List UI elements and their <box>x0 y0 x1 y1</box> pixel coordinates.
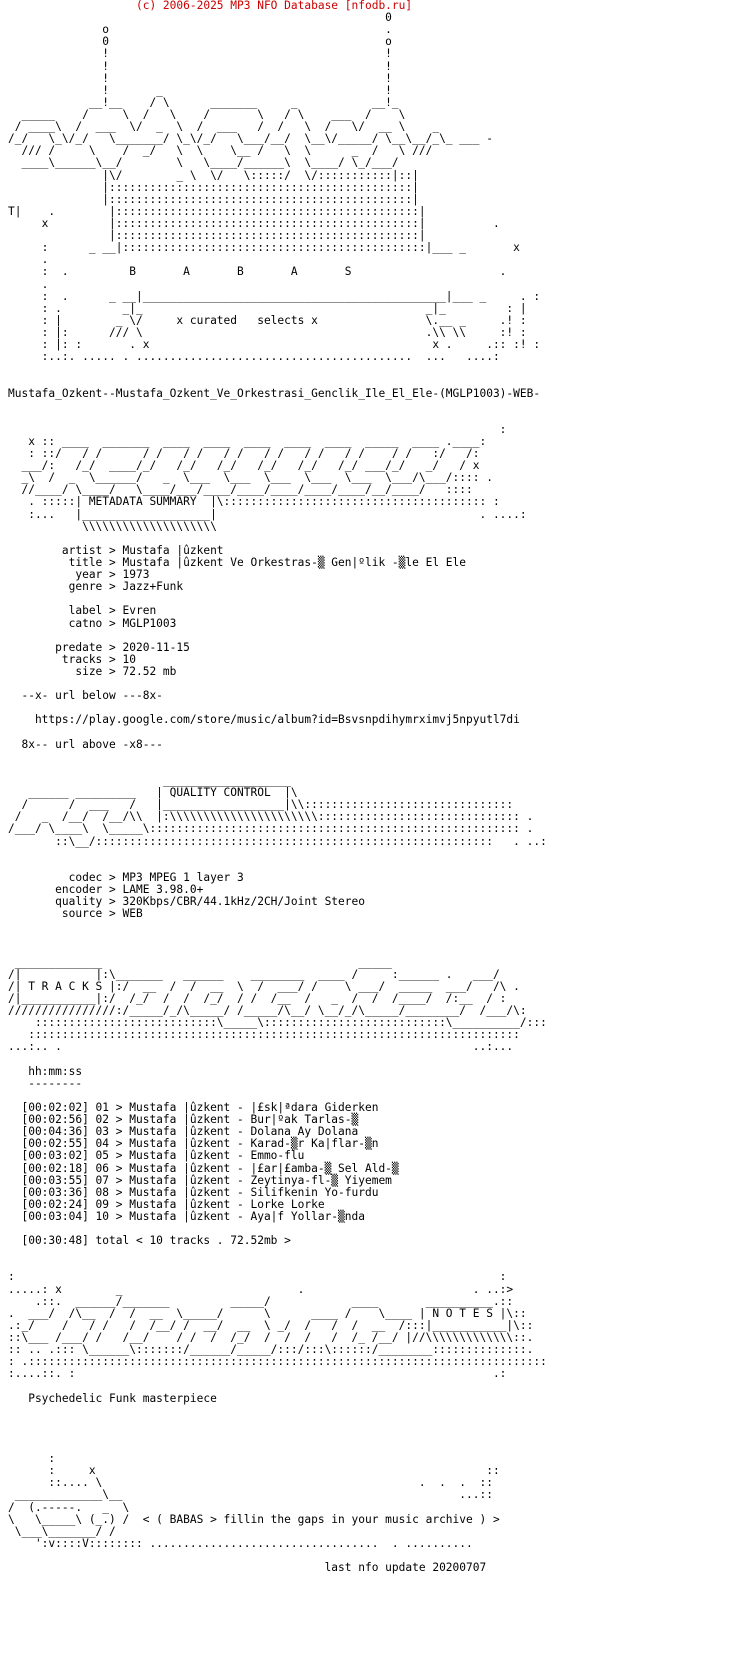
nfo-line: ! ! <box>8 59 392 73</box>
nfo-line: : : <box>8 1270 507 1284</box>
nfo-line: \___\_______/ / <box>8 1524 116 1538</box>
nfo-line <box>8 375 728 387</box>
nfo-line: __!__ / \ _______ _ __!_ <box>8 95 399 109</box>
nfo-line: :: .. .::: \______\:::::::/______/_____/:::/:::\::::::/________::::::::::::::. <box>8 1343 534 1357</box>
nfo-line: ...:.. . ..:... <box>8 1040 514 1054</box>
nfo-line: / (.-----. _ \ <box>8 1500 130 1514</box>
nfo-line: _____ / \ / \ / \ / \ ___ / \ <box>8 107 406 121</box>
nfo-line <box>8 1405 728 1417</box>
nfo-line: _____________\__ ...:: <box>8 1488 493 1502</box>
nfo-line: ___________________ <box>8 774 291 787</box>
nfo-line: : . _|_ _|_ : | <box>8 301 527 315</box>
nfo-line: quality > 320Kbps/CBR/44.1kHz/2CH/Joint Stereo <box>8 895 365 909</box>
nfo-line <box>8 400 728 412</box>
nfo-line: ! _ ! <box>8 83 392 97</box>
nfo-line: /| T R A C K S |:/ __ / / __ \ / ___/ / \ ___/ _____ ___/ /\ . <box>8 979 520 993</box>
nfo-line: : |: : . x x . .:: :! : <box>8 338 541 352</box>
nfo-line: ////////////////:/_____/_/\_____/ /_____/\__/ \__/_/\_____/________/ /___/\: <box>8 1004 527 1018</box>
nfo-line <box>8 1247 728 1259</box>
nfo-line: 0 <box>8 11 392 25</box>
nfo-line <box>8 1054 728 1066</box>
nfo-line: . <box>8 277 49 291</box>
nfo-line <box>8 932 728 944</box>
nfo-line <box>8 1380 728 1392</box>
nfo-line: /___/ \____\ \_____\::::::::::::::::::::::::::::::::::::::::::::::::::::::: . <box>8 822 534 836</box>
nfo-line: : <box>8 422 507 436</box>
nfo-line: ::.... \ . . . :: <box>8 1476 493 1490</box>
nfo-line: --x- url below ---8x- <box>8 689 163 703</box>
nfo-line <box>8 920 728 932</box>
nfo-line: hh:mm:ss <box>8 1064 83 1078</box>
nfo-line: [00:04:36] 03 > Mustafa |ûzkent - Dolana Ay Dolana <box>8 1125 359 1139</box>
nfo-line: / _ /__/ /__/\\ |:\\\\\\\\\\\\\\\\\\\\\\:::::::::::::::::::::::::::::: . <box>8 810 534 824</box>
nfo-line: ::::::::::::::::::::::::::::::::::::::::::::::::::::::::::::::::::::::::: <box>8 1028 520 1042</box>
nfo-line: title > Mustafa |ûzkent Ve Orkestras-▒ Gen|ºlik -▒le El Ele <box>8 556 467 570</box>
nfo-line: 0 o <box>8 35 392 49</box>
nfo-line: /_/ \_\/_/ \_______/ \_\/_/ \___/__/ \__\/_____/ \__\__/_\_ ___ - <box>8 132 493 146</box>
nfo-line: year > 1973 <box>8 568 150 582</box>
nfo-line <box>8 727 728 739</box>
nfo-line: |:::::::::::::::::::::::::::::::::::::::::::::| <box>8 180 419 194</box>
nfo-line: encoder > LAME 3.98.0+ <box>8 882 204 896</box>
nfo-line: [00:02:02] 01 > Mustafa |ûzkent - |£sk|ªdara Giderken <box>8 1100 379 1114</box>
nfo-line: source > WEB <box>8 907 143 921</box>
nfo-line: :... |___________________| . ....: <box>8 507 527 521</box>
nfo-line: _____________ _____ <box>8 955 392 969</box>
nfo-line: catno > MGLP1003 <box>8 616 177 630</box>
nfo-line: : <box>8 1452 56 1466</box>
nfo-line: : .::::::::::::::::::::::::::::::::::::::::::::::::::::::::::::::::::::::::::::: <box>8 1355 547 1369</box>
nfo-line: /| |:\_______ ______ ________ ____ / :______ . ___/ <box>8 967 500 981</box>
nfo-line <box>8 1429 728 1441</box>
nfo-line: _\ / _ \______/ _ \___ \___ \___ \___ \___ \___/\___/:::: . <box>8 471 493 485</box>
nfo-line: Mustafa_Ozkent--Mustafa_Ozkent_Ve_Orkestrasi_Genclik_Ile_El_Ele-(MGLP1003)-WEB- <box>8 386 541 400</box>
nfo-line: : . _ __|_____________________________________________|___ _ . : <box>8 289 541 303</box>
nfo-line: tracks > 10 <box>8 652 136 666</box>
nfo-line: -------- <box>8 1076 83 1090</box>
nfo-line <box>8 412 728 424</box>
nfo-line: :::::::::::::::::::::::::::\_____\:::::::::::::::::::::::::::\__________/::: <box>8 1016 547 1030</box>
nfo-body <box>8 12 728 1574</box>
nfo-line: ::\___ /___/ / /__/ / / / /_/ / / / / /_ /__/ |//\\\\\\\\\\\\\::. <box>8 1331 534 1345</box>
nfo-line: [00:03:04] 10 > Mustafa |ûzkent - Aya|f Yollar-▒nda <box>8 1209 365 1223</box>
nfo-line: [00:02:55] 04 > Mustafa |ûzkent - Karad-▒r Ka|flar-▒n <box>8 1137 379 1151</box>
nfo-line: x |:::::::::::::::::::::::::::::::::::::::::::::| . <box>8 216 500 230</box>
nfo-line <box>8 848 728 860</box>
nfo-line: .::. ______/_______ _____/ ____ __________.:: <box>8 1294 514 1308</box>
nfo-line: codec > MP3 MPEG 1 layer 3 <box>8 870 244 884</box>
nfo-line: \ \_____\ (_.) / < ( BABAS > fillin the gaps in your music archive ) > <box>8 1512 500 1526</box>
nfo-line: [00:03:36] 08 > Mustafa |ûzkent - Silifkenin Yo-furdu <box>8 1185 379 1199</box>
nfo-line: / ____\ / ___ \/ _ \ / ___ / / \ / \/ __ \ _ <box>8 120 440 134</box>
nfo-line: ! ! <box>8 71 392 85</box>
nfo-line: T| . |:::::::::::::::::::::::::::::::::::::::::::::| <box>8 204 426 218</box>
nfodb-header[interactable]: (c) 2006-2025 MP3 NFO Database [nfodb.ru] <box>8 0 413 12</box>
nfo-line: .....: x _ . . ..:> <box>8 1282 514 1296</box>
nfo-line: o . <box>8 23 392 37</box>
nfo-line: ___/: /_/ ____/_/ /_/ /_/ /_/ /_/ /_/ ___/_/ _/ / x <box>8 459 480 473</box>
nfo-line: :..:. ..... . ......................................... ... ....: <box>8 350 500 364</box>
nfo-document <box>8 0 728 1656</box>
nfo-line: . ___/ /\__ / / __ \_____/ \ ____ / \____ | N O T E S |\:: <box>8 1306 527 1320</box>
nfo-line: [00:03:55] 07 > Mustafa |ûzkent - Zeytinya-fl-▒ Yiyemem <box>8 1173 392 1187</box>
nfo-line: . <box>8 253 49 267</box>
nfo-line: label > Evren <box>8 604 157 618</box>
nfo-line: : ::/ / / / / / / / / / / / / / / / / :/ /: <box>8 447 480 461</box>
nfo-line: : | _ \/ x curated selects x \.__ _ .! : <box>8 313 527 327</box>
nfo-line <box>8 1441 728 1453</box>
nfo-line: genre > Jazz+Funk <box>8 580 184 594</box>
nfo-line <box>8 363 728 375</box>
nfo-line: ':v::::V:::::::: .................................. . .......... <box>8 1536 473 1550</box>
nfo-line: |\/ _ \ \/ \:::::/ \/:::::::::::|::| <box>8 168 419 182</box>
nfo-line: : . B A B A S . <box>8 265 507 279</box>
nfo-line: : _ __|:::::::::::::::::::::::::::::::::::::::::::::|___ _ x <box>8 241 520 255</box>
nfo-line <box>8 630 728 642</box>
nfo-line: x :: ____ _______ ____ ____ ____ ____ ____ _____ ____ .____: <box>8 434 487 448</box>
nfo-line: last nfo update 20200707 <box>8 1561 487 1575</box>
nfo-line <box>8 1417 728 1429</box>
nfo-line: /// / \ / _/ \ \ \__ / \ \ _ / \ /// <box>8 144 433 158</box>
nfo-line: predate > 2020-11-15 <box>8 640 190 654</box>
nfo-line: |:::::::::::::::::::::::::::::::::::::::::::::| <box>8 229 426 243</box>
nfo-line: . :::::| METADATA SUMMARY |\::::::::::::::::::::::::::::::::::::::: : <box>8 495 500 509</box>
nfo-line: 8x-- url above -x8--- <box>8 737 163 751</box>
nfo-line: |:::::::::::::::::::::::::::::::::::::::::::::| <box>8 192 419 206</box>
nfo-line: [00:30:48] total < 10 tracks . 72.52mb > <box>8 1234 291 1248</box>
nfo-line: ! ! <box>8 47 392 61</box>
nfo-line: \\\\\\\\\\\\\\\\\\\\ <box>8 519 217 533</box>
nfo-line: [00:02:24] 09 > Mustafa |ûzkent - Lorke Lorke <box>8 1197 325 1211</box>
nfo-line <box>8 751 728 763</box>
nfo-line: ::\__/::::::::::::::::::::::::::::::::::::::::::::::::::::::::::: . ..: <box>8 834 547 848</box>
nfo-line: [00:02:56] 02 > Mustafa |ûzkent - Bur|ºak Tarlas-▒ <box>8 1113 359 1127</box>
nfo-line: artist > Mustafa |ûzkent <box>8 543 224 557</box>
nfo-line <box>8 945 728 957</box>
nfo-line: :....::. : .: <box>8 1367 507 1381</box>
nfo-line: : |: /// \ .\\ \\ :! : <box>8 325 527 339</box>
nfo-line: Psychedelic Funk masterpiece <box>8 1391 217 1405</box>
nfo-line: .:_/ / / / / /__/ / __/ __ \ _/ / / / __ /:::|___________|\:: <box>8 1318 534 1332</box>
nfo-line: /|___________|:/ /_/ / / /_/ / / /__ / _ / / /____/ /:__ / : <box>8 991 507 1005</box>
nfo-line: //____/ \____/ \____/___/____/____/____/____/____/__/____/ :::: <box>8 483 473 497</box>
nfo-line: ______ _________ | QUALITY CONTROL |\ <box>8 786 298 800</box>
album-url-link[interactable]: https://play.google.com/store/music/album?id=Bsvsnpdihymrximvj5npyutl7di <box>8 713 520 727</box>
nfo-line: [00:02:18] 06 > Mustafa |ûzkent - |£ar|£amba-▒ Sel Ald-▒ <box>8 1161 399 1175</box>
nfo-line: [00:03:02] 05 > Mustafa |ûzkent - Emmo-flu <box>8 1149 305 1163</box>
nfo-line: size > 72.52 mb <box>8 665 177 679</box>
nfo-line: ____\______\__/ \ \____/______\ \____/ \_/___/ <box>8 156 399 170</box>
nfo-line: : x :: <box>8 1464 500 1478</box>
nfo-line: / / ___ / |__________________|\\::::::::::::::::::::::::::::::: <box>8 798 514 812</box>
